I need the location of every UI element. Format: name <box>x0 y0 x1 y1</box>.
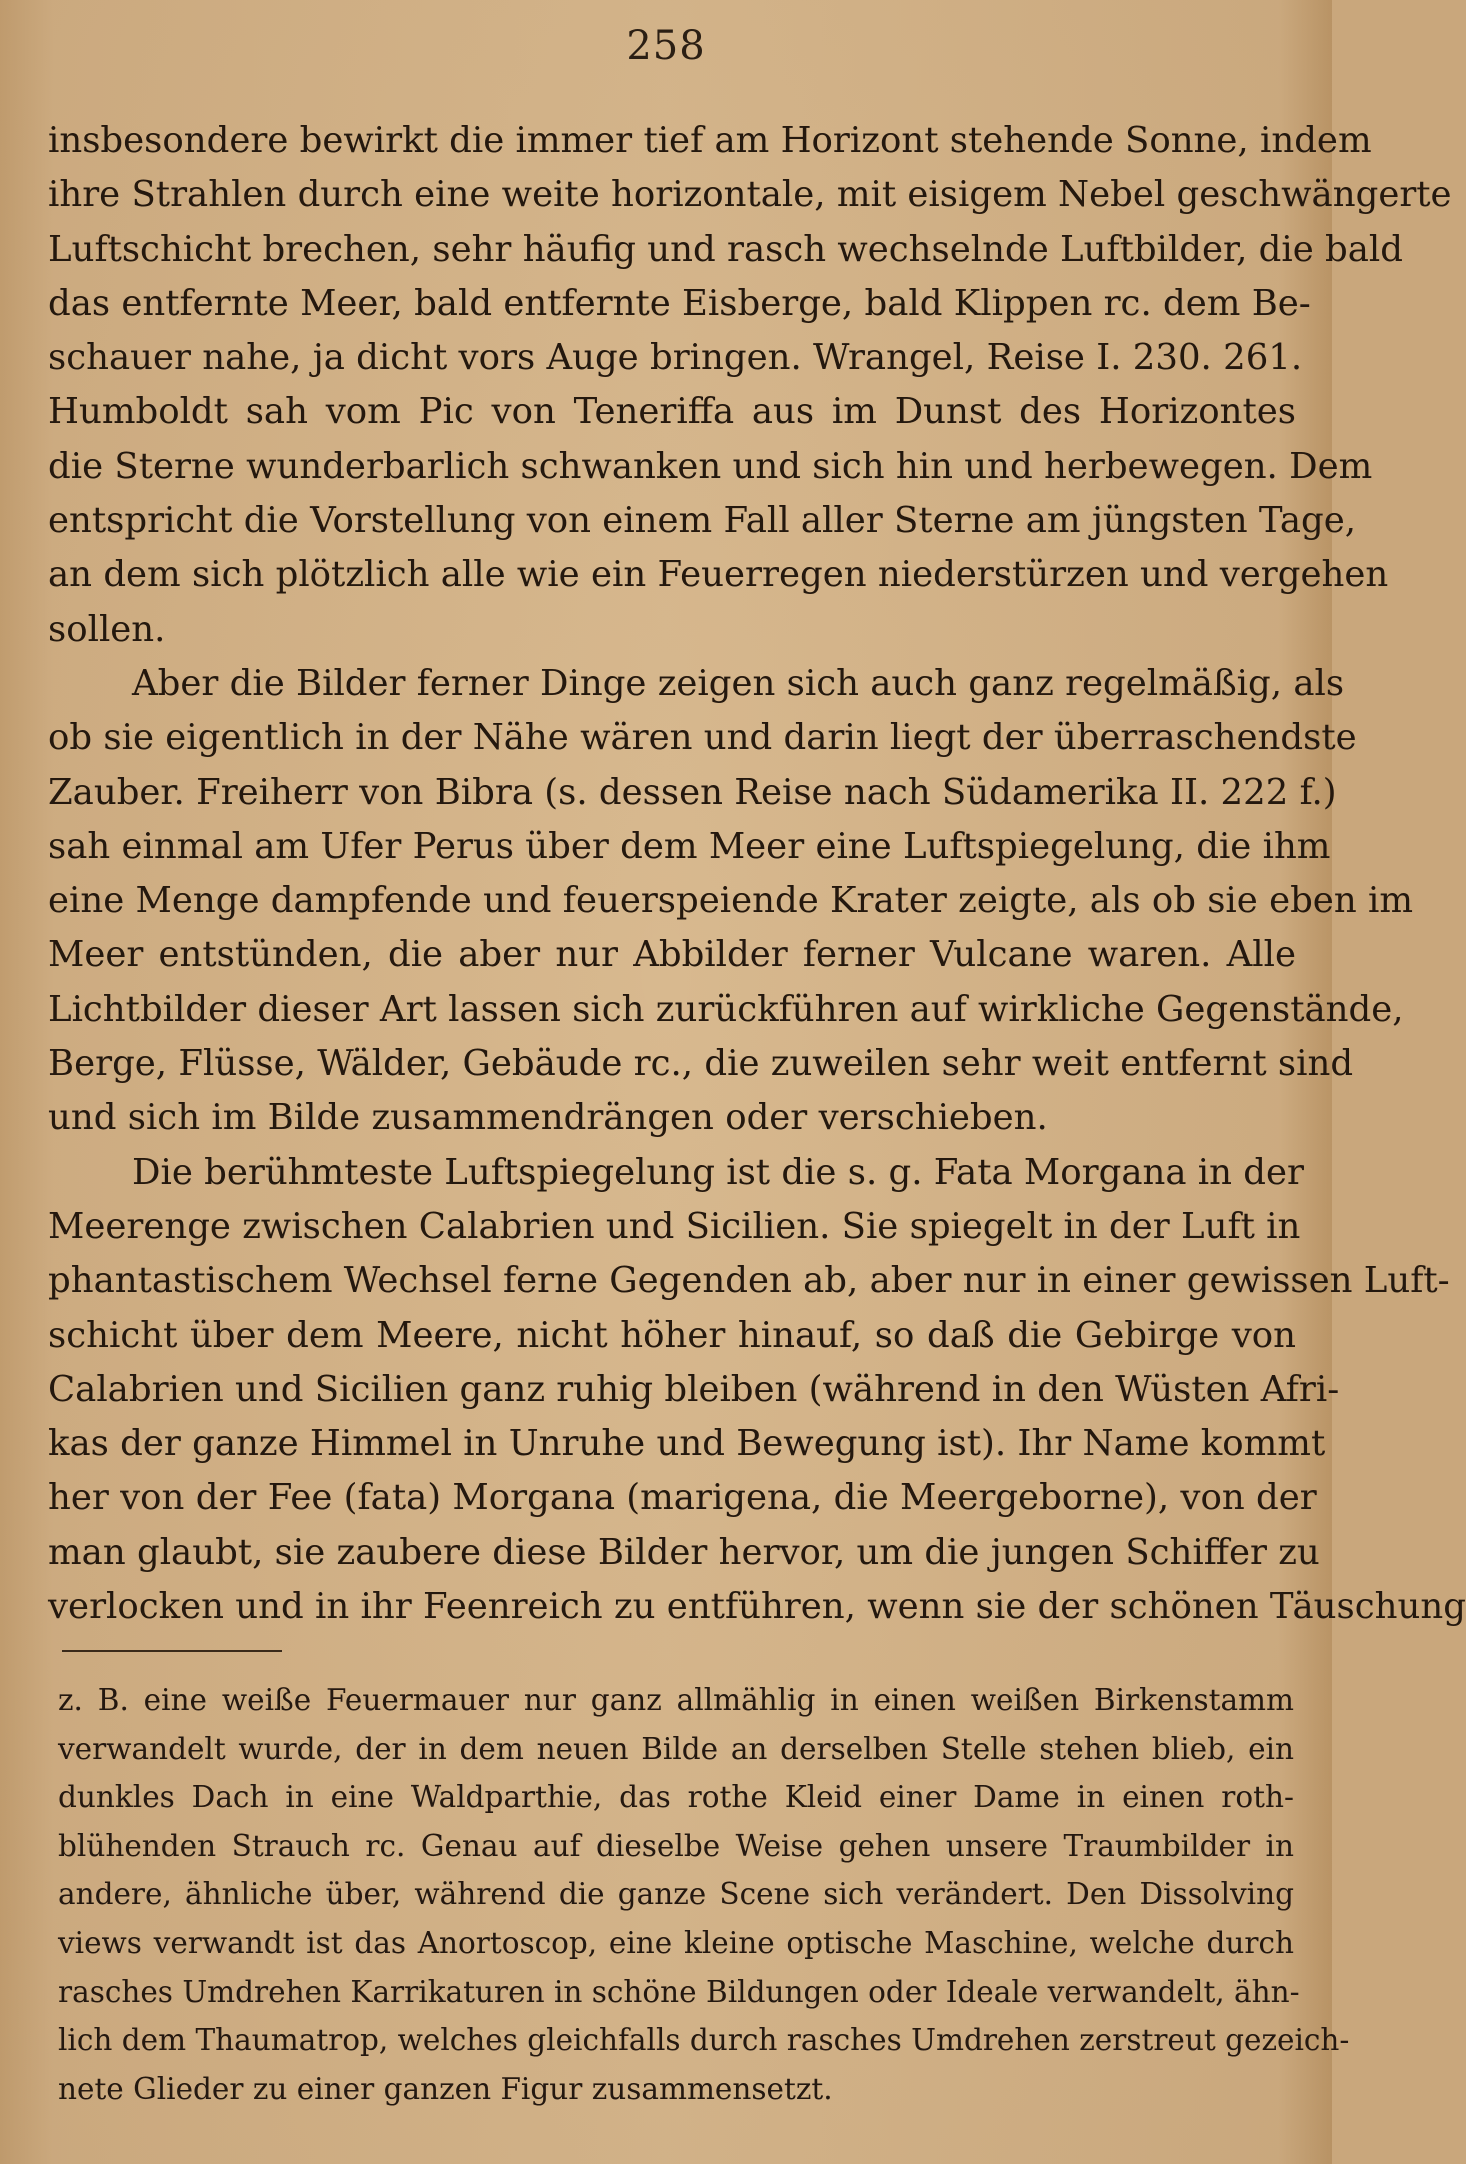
footnote-line: lich dem Thaumatrop, welches gleichfalls durch rasches Umdrehen zerstreut gezeich- <box>58 2023 1350 2058</box>
text-line: ob sie eigentlich in der Nähe wären und darin liegt der überraschendste <box>48 717 1357 759</box>
footnote-line: rasches Umdrehen Karrikaturen in schöne Bildungen oder Ideale verwandelt, ähn- <box>58 1974 1300 2009</box>
text-line: Humboldt sah vom Pic von Teneriffa aus im Dunst des Horizontes <box>48 391 1296 433</box>
text-line: an dem sich plötzlich alle wie ein Feuerregen niederstürzen und vergehen <box>48 554 1389 596</box>
footnote-line: nete Glieder zu einer ganzen Figur zusammensetzt. <box>58 2071 833 2106</box>
text-line: insbesondere bewirkt die immer tief am Horizont stehende Sonne, indem <box>48 120 1372 161</box>
paragraph-2 <box>48 657 1413 1146</box>
footnote-line: verwandelt wurde, der in dem neuen Bilde an derselben Stelle stehen blieb, ein <box>58 1731 1294 1766</box>
text-line: schicht über dem Meere, nicht höher hinauf, so daß die Gebirge von <box>48 1314 1296 1356</box>
text-line: entspricht die Vorstellung von einem Fall aller Sterne am jüngsten Tage, <box>48 500 1357 542</box>
text-line: ihre Strahlen durch eine weite horizontale, mit eisigem Nebel geschwängerte <box>48 174 1452 216</box>
text-line: Calabrien und Sicilien ganz ruhig bleiben (während in den Wüsten Afri- <box>48 1368 1340 1410</box>
text-line: man glaubt, sie zaubere diese Bilder hervor, um die jungen Schiffer zu <box>48 1531 1320 1573</box>
footnote-line: andere, ähnliche über, während die ganze Scene sich verändert. Den Dissolving <box>58 1877 1294 1912</box>
page-number: 258 <box>626 23 706 69</box>
text-line: kas der ganze Himmel in Unruhe und Bewegung ist). Ihr Name kommt <box>48 1423 1326 1465</box>
text-line: phantastischem Wechsel ferne Gegenden ab, aber nur in einer gewissen Luft- <box>48 1260 1450 1302</box>
text-line: Aber die Bilder ferner Dinge zeigen sich auch ganz regelmäßig, als <box>132 662 1345 704</box>
footnote-line: z. B. eine weiße Feuermauer nur ganz allmählig in einen weißen Birkenstamm <box>58 1683 1294 1717</box>
text-line: Luftschicht brechen, sehr häufig und rasch wechselnde Luftbilder, die bald <box>48 228 1403 270</box>
text-line: verlocken und in ihr Feenreich zu entführen, wenn sie der schönen Täuschung <box>48 1586 1466 1628</box>
text-line: Berge, Flüsse, Wälder, Gebäude rc., die zuweilen sehr weit entfernt sind <box>48 1043 1354 1085</box>
text-line: eine Menge dampfende und feuerspeiende Krater zeigte, als ob sie eben im <box>48 880 1413 922</box>
body-text <box>48 114 1466 1634</box>
footnote <box>58 1676 1350 2113</box>
text-line: Meerenge zwischen Calabrien und Sicilien. Sie spiegelt in der Luft in <box>48 1205 1301 1247</box>
text-line: sah einmal am Ufer Perus über dem Meer eine Luftspiegelung, die ihm <box>48 825 1331 867</box>
paragraph-3 <box>48 1146 1466 1635</box>
text-line: sollen. <box>48 608 166 650</box>
text-line: Meer entstünden, die aber nur Abbilder ferner Vulcane waren. Alle <box>48 934 1296 976</box>
text-line: das entfernte Meer, bald entfernte Eisberge, bald Klippen rc. dem Be- <box>48 282 1311 324</box>
footnote-line: views verwandt ist das Anortoscop, eine kleine optische Maschine, welche durch <box>58 1925 1294 1960</box>
text-line: schauer nahe, ja dicht vors Auge bringen. Wrangel, Reise I. 230. 261. <box>48 337 1303 379</box>
paragraph-1 <box>48 114 1452 657</box>
text-line: Zauber. Freiherr von Bibra (s. dessen Reise nach Südamerika II. 222 f.) <box>48 771 1337 813</box>
text-line: Die berühmteste Luftspiegelung ist die s. g. Fata Morgana in der <box>132 1151 1305 1193</box>
text-line: Lichtbilder dieser Art lassen sich zurückführen auf wirkliche Gegenstände, <box>48 988 1404 1030</box>
text-line: her von der Fee (fata) Morgana (marigena, die Meergeborne), von der <box>48 1477 1317 1519</box>
text-line: und sich im Bilde zusammendrängen oder verschieben. <box>48 1097 1048 1139</box>
text-line: die Sterne wunderbarlich schwanken und sich hin und herbewegen. Dem <box>48 445 1373 487</box>
footnote-line: blühenden Strauch rc. Genau auf dieselbe Weise gehen unsere Traumbilder in <box>58 1828 1294 1863</box>
footnote-line: dunkles Dach in eine Waldparthie, das rothe Kleid einer Dame in einen roth- <box>58 1780 1294 1815</box>
footnote-separator <box>62 1650 282 1652</box>
